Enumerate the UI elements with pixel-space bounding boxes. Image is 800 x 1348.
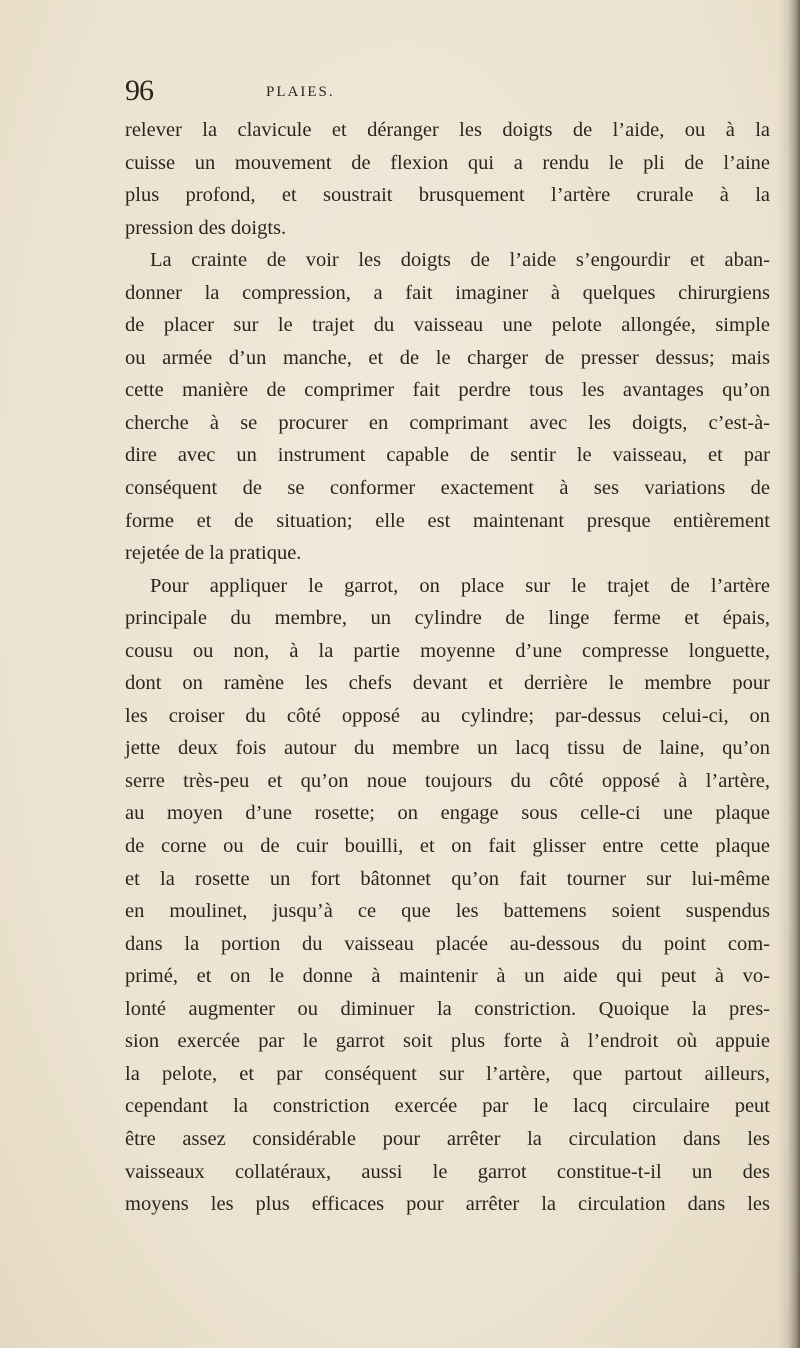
text-line: principale du membre, un cylindre de linge ferme et épais, [125, 607, 770, 630]
running-head [125, 74, 765, 114]
text-line: de corne ou de cuir bouilli, et on fait glisser entre cette plaque [125, 835, 770, 858]
text-line: la pelote, et par conséquent sur l’artère, que partout ailleurs, [125, 1062, 770, 1085]
text-line: primé, et on le donne à maintenir à un aide qui peut à vo- [125, 965, 770, 988]
page-number: 96 [125, 74, 153, 107]
text-line: plus profond, et soustrait brusquement l’artère crurale à la [125, 184, 770, 207]
text-line: sion exercée par le garrot soit plus forte à l’endroit où appuie [125, 1030, 770, 1053]
text-line: de placer sur le trajet du vaisseau une pelote allongée, simple [125, 314, 770, 337]
text-line: serre très-peu et qu’on noue toujours du côté opposé à l’artère, [125, 769, 770, 792]
text-line: dont on ramène les chefs devant et derrière le membre pour [125, 672, 770, 695]
text-line: dire avec un instrument capable de sentir le vaisseau, et par [125, 444, 770, 467]
text-line: forme et de situation; elle est maintenant presque entièrement [125, 509, 770, 532]
text-line: être assez considérable pour arrêter la circulation dans les [125, 1127, 770, 1150]
text-line: les croiser du côté opposé au cylindre; par-dessus celui-ci, on [125, 704, 770, 727]
page-binding-edge [778, 0, 800, 1348]
text-line: cherche à se procurer en comprimant avec les doigts, c’est-à- [125, 411, 770, 434]
text-body [125, 114, 770, 1221]
section-title: PLAIES. [266, 84, 335, 100]
text-line: vaisseaux collatéraux, aussi le garrot constitue-t-il un des [125, 1160, 770, 1183]
text-line: ou armée d’un manche, et de le charger de presser dessus; mais [125, 346, 770, 369]
text-line: La crainte de voir les doigts de l’aide s’engourdir et aban- [150, 249, 770, 272]
text-line: en moulinet, jusqu’à ce que les battemens soient suspendus [125, 900, 770, 923]
text-line: donner la compression, a fait imaginer à quelques chirurgiens [125, 281, 770, 304]
text-line: jette deux fois autour du membre un lacq tissu de laine, qu’on [125, 737, 770, 760]
text-line: cousu ou non, à la partie moyenne d’une compresse longuette, [125, 639, 770, 662]
text-line: conséquent de se conformer exactement à ses variations de [125, 477, 770, 500]
text-line: Pour appliquer le garrot, on place sur le trajet de l’artère [150, 574, 770, 597]
text-line: cette manière de comprimer fait perdre tous les avantages qu’on [125, 379, 770, 402]
text-line: au moyen d’une rosette; on engage sous celle-ci une plaque [125, 802, 770, 825]
text-line: cuisse un mouvement de flexion qui a rendu le pli de l’aine [125, 151, 770, 174]
text-line: lonté augmenter ou diminuer la constriction. Quoique la pres- [125, 997, 770, 1020]
text-line: pression des doigts. [125, 216, 287, 239]
text-line: cependant la constriction exercée par le lacq circulaire peut [125, 1095, 770, 1118]
text-line: dans la portion du vaisseau placée au-dessous du point com- [125, 932, 770, 955]
text-line: rejetée de la pratique. [125, 542, 302, 565]
text-line: relever la clavicule et déranger les doigts de l’aide, ou à la [125, 119, 770, 141]
text-line: et la rosette un fort bâtonnet qu’on fait tourner sur lui-même [125, 867, 770, 890]
text-line: moyens les plus efficaces pour arrêter la circulation dans les [125, 1193, 770, 1216]
